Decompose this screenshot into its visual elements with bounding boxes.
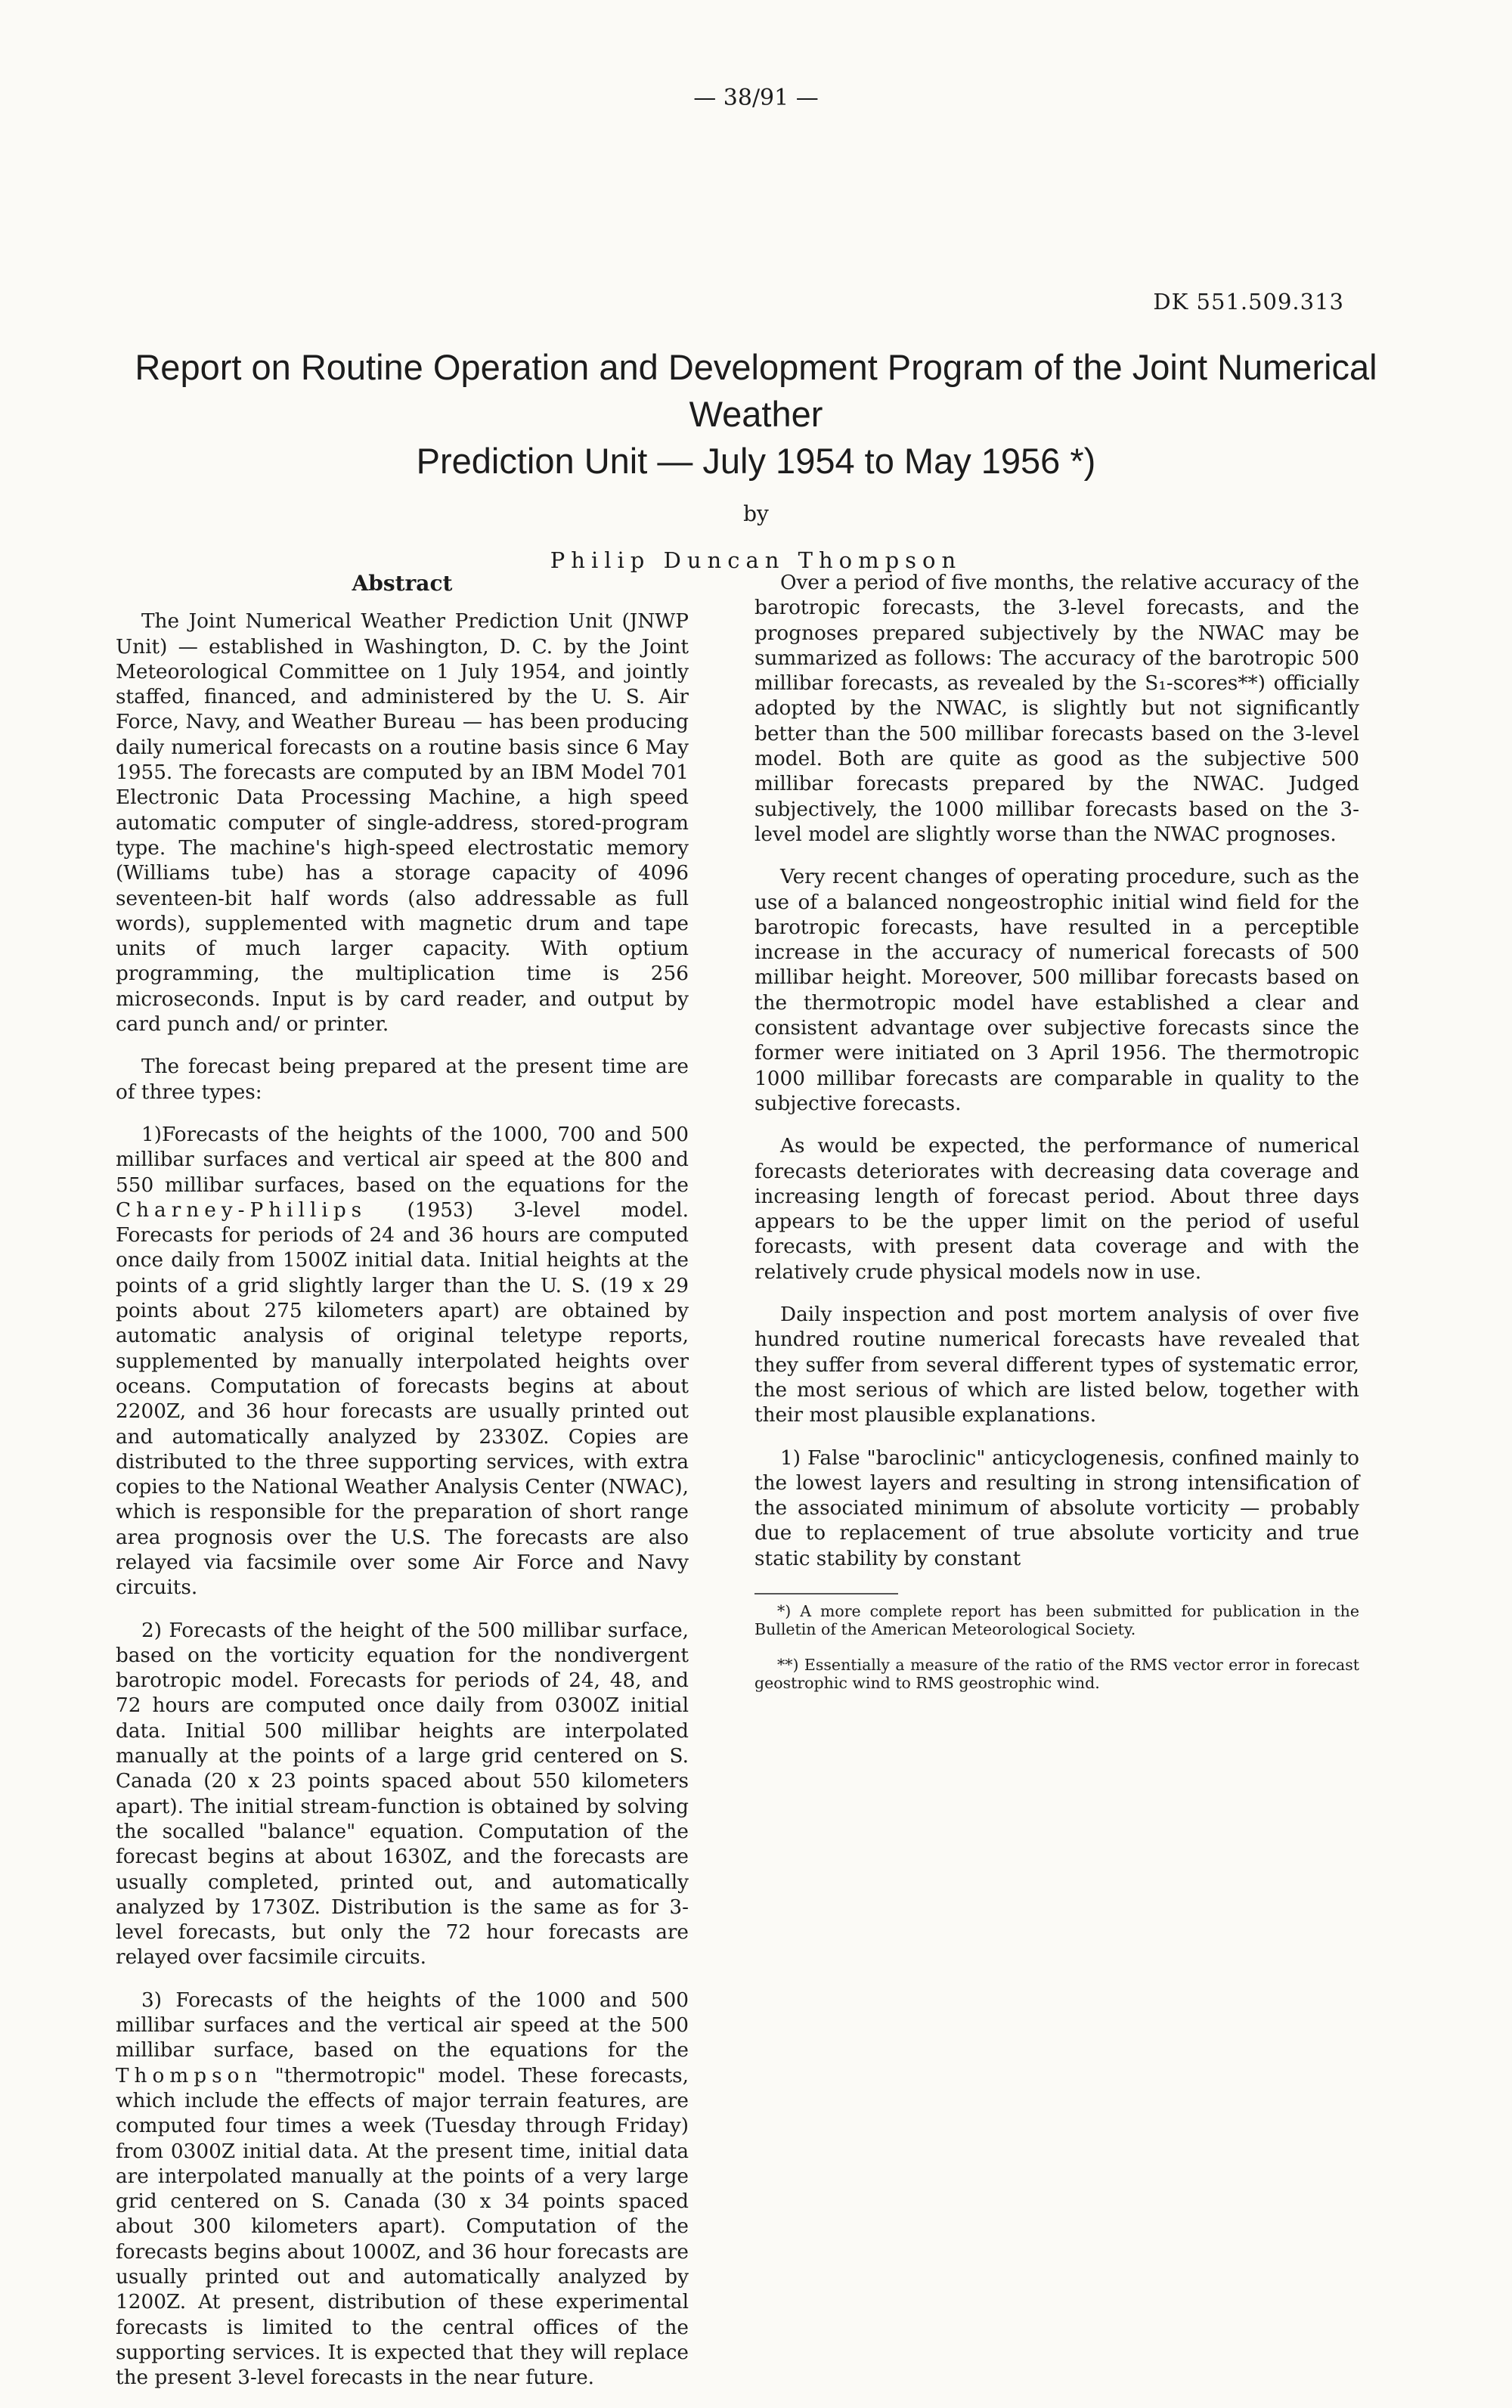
paragraph-3-text-start: 1)Forecasts of the heights of the 1000, 700 and 500 millibar surfaces and vertical air speed at the 800 and 550 millibar surfaces, based on the equations for the — [116, 1123, 689, 1197]
abstract-paragraph-4: 2) Forecasts of the height of the 500 millibar surface, based on the vorticity equation for the nondivergent barotropic model. Forecasts for periods of 24, 48, and 72 hours are computed once daily from 0300Z initial data. Initial 500 millibar heights are interpolated manually at the points of a large grid centered on S. Canada (20 x 23 points spaced about 550 kilometers apart). The initial stream-function is obtained by solving the socalled "balance" equation. Computation of the forecast begins at about 1630Z, and the forecasts are usually completed, printed out, and automatically analyzed by 1730Z. Distribution is the same as for 3-level forecasts, but only the 72 hour forecasts are relayed over facsimile circuits. — [116, 1619, 689, 1969]
cited-name-thompson: Thompson — [116, 2064, 263, 2087]
page-number: — 38/91 — — [693, 85, 819, 111]
abstract-paragraph-5 — [116, 1988, 689, 2391]
by-line: by — [743, 501, 769, 526]
abstract-paragraph-7: Very recent changes of operating procedure, such as the use of a balanced nongeostrophic initial wind field for the barotropic forecasts, have resulted in a perceptible increase in the accuracy of numerical forecasts of 500 millibar height. Moreover, 500 millibar forecasts based on the thermotropic model have established a clear and consistent advantage over subjective forecasts since the former were initiated on 3 April 1956. The thermotropic 1000 millibar forecasts are comparable in quality to the subjective forecasts. — [754, 866, 1359, 1115]
paragraph-3-text-end: (1953) 3-level model. Forecasts for periods of 24 and 36 hours are computed once daily from 1500Z initial data. Initial heights at the points of a grid slightly larger than the U. S. (19 x 29 points about 275 kilometers apart) are obtained by automatic analysis of original teletype reports, supplemented by manually interpolated heights over oceans. Computation of forecasts begins at about 2200Z, and 36 hour forecasts are usually printed out and automatically analyzed by 2330Z. Copies are distributed to the three supporting services, with extra copies to the National Weather Analysis Center (NWAC), which is responsible for the preparation of short range area prognosis over the U.S. The forecasts are also relayed via facsimile over some Air Force and Navy circuits. — [116, 1198, 689, 1600]
title-line-1: Report on Routine Operation and Development Program of the Joint Numerical Weather — [135, 347, 1377, 434]
abstract-paragraph-1: The Joint Numerical Weather Prediction Unit (JNWP Unit) — established in Washington, D. C. by the Joint Meteorological Committee on 1 July 1954, and jointly staffed, financed, and administered by the U. S. Air Force, Navy, and Weather Bureau — has been producing daily numerical forecasts on a routine basis since 6 May 1955. The forecasts are computed by an IBM Model 701 Electronic Data Processing Machine, a high speed automatic computer of single-address, stored-program type. The machine's high-speed electrostatic memory (Williams tube) has a storage capacity of 4096 seventeen-bit half words (also addressable as full words), supplemented with magnetic drum and tape units of much larger capacity. With optium programming, the multiplication time is 256 microseconds. Input is by card reader, and output by card punch and/ or printer. — [116, 610, 689, 1037]
title-block — [113, 344, 1399, 573]
dk-classification-code: DK 551.509.313 — [1153, 289, 1344, 315]
title-line-2: Prediction Unit — July 1954 to May 1956 *) — [416, 441, 1096, 481]
paragraph-5-text-end: "thermotropic" model. These forecasts, which include the effects of major terrain features, are computed four times a week (Tuesday through Friday) from 0300Z initial data. At the present time, initial data are interpolated manually at the points of a very large grid centered on S. Canada (30 x 34 points spaced about 300 kilometers apart). Computation of the forecasts begins about 1000Z, and 36 hour forecasts are usually printed out and automatically analyzed by 1200Z. At present, distribution of these experimental forecasts is limited to the central offices of the supporting services. It is expected that they will replace the present 3-level forecasts in the near future. — [116, 2064, 689, 2390]
left-column — [116, 571, 689, 2408]
abstract-paragraph-9: Daily inspection and post mortem analysis of over five hundred routine numerical forecasts have revealed that they suffer from several different types of systematic error, the most serious of which are listed below, together with their most plausible explanations. — [754, 1303, 1359, 1427]
footnote-2: **) Essentially a measure of the ratio of the RMS vector error in forecast geostrophic wind to RMS geostrophic wind. — [754, 1655, 1359, 1692]
abstract-paragraph-3 — [116, 1123, 689, 1601]
abstract-paragraph-8: As would be expected, the performance of numerical forecasts deteriorates with decreasing data coverage and increasing length of forecast period. About three days appears to be the upper limit on the period of useful forecasts, with present data coverage and with the relatively crude physical models now in use. — [754, 1135, 1359, 1284]
cited-name-charney-phillips: Charney-Phillips — [116, 1198, 367, 1222]
abstract-paragraph-6: Over a period of five months, the relative accuracy of the barotropic forecasts, the 3-level forecasts, and the prognoses prepared subjectively by the NWAC may be summarized as follows: The accuracy of the barotropic 500 millibar forecasts, as revealed by the S₁-scores**) officially adopted by the NWAC, is slightly but not significantly better than the 500 millibar forecasts based on the 3-level model. Both are quite as good as the subjective 500 millibar forecasts prepared by the NWAC. Judged subjectively, the 1000 millibar forecasts based on the 3-level model are slightly worse than the NWAC prognoses. — [754, 572, 1359, 846]
right-column — [754, 571, 1359, 1709]
paragraph-5-text-start: 3) Forecasts of the heights of the 1000 and 500 millibar surfaces and the vertical air speed at the 500 millibar surface, based on the equations for the — [116, 1988, 689, 2062]
footnote-divider — [754, 1593, 898, 1594]
footnote-1: *) A more complete report has been submitted for publication in the Bulletin of the American Meteorological Society. — [754, 1601, 1359, 1638]
author-name: Philip Duncan Thompson — [550, 547, 962, 573]
abstract-paragraph-10: 1) False "baroclinic" anticyclogenesis, confined mainly to the lowest layers and resulting in strong intensification of the associated minimum of absolute vorticity — probably due to replacement of true absolute vorticity and true static stability by constant — [754, 1446, 1359, 1570]
abstract-paragraph-2: The forecast being prepared at the present time are of three types: — [116, 1055, 689, 1104]
abstract-heading: Abstract — [352, 571, 453, 596]
